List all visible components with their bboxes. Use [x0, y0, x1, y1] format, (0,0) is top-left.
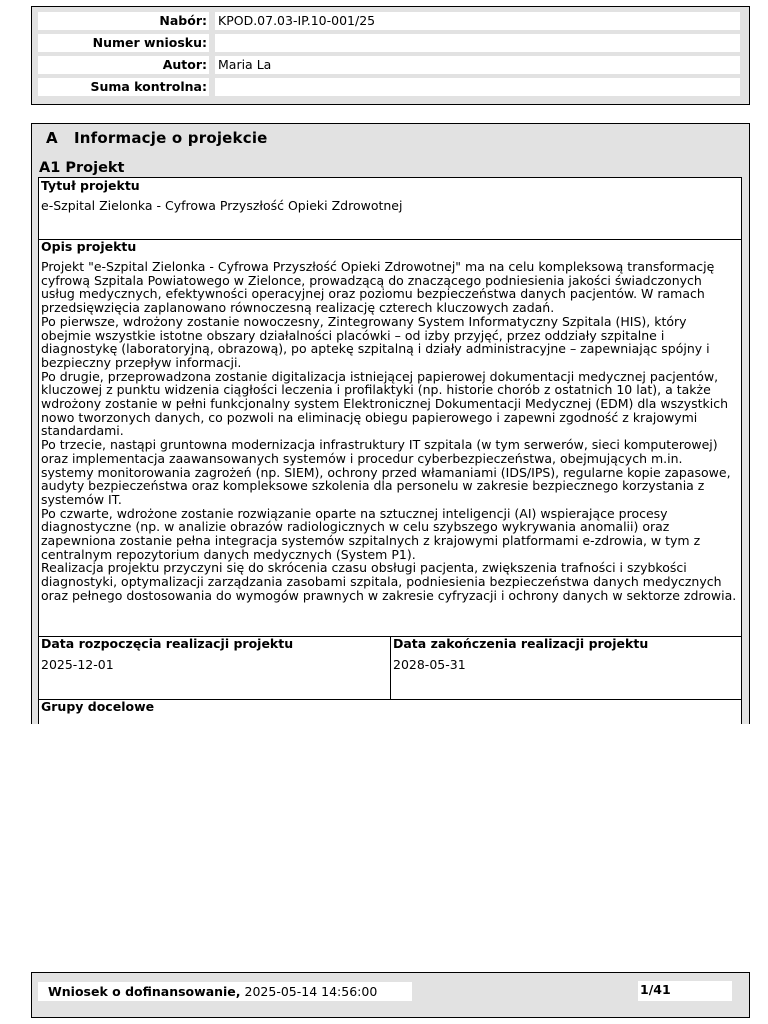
description-paragraph: Po drugie, przeprowadzona zostanie digitalizacja istniejącej papierowej dokumentacji medycznej pacjentów, kluczowej z punktu widzenia ciągłości leczenia i profilaktyki (np. historie chorób z ostatnich 10 lat), a także wdrożony zostanie w pełni funkcjonalny system Elektronicznej Dokumentacji Medycznej (EDM) dla wszystkich nowo tworzonych danych, co pozwoli na eliminację obiegu papierowego i zapewni zgodność z krajowymi standardami. [41, 368, 729, 439]
end-date-value: 2028-05-31 [393, 657, 466, 672]
meta-row-numer [32, 33, 749, 53]
meta-row-suma [32, 77, 749, 97]
start-date-field [38, 636, 391, 700]
description-paragraph: Projekt "e-Szpital Zielonka - Cyfrowa Przyszłość Opieki Zdrowotnej" ma na celu kompleksową transformację cyfrową Szpitala Powiatowego w Zielonce, prowadzącą do znaczącego podniesienia jakości świadczonych usług medycznych, efektywności operacyjnej oraz poziomu bezpieczeństwa danych pacjentów. W ramach przedsięwzięcia zaplanowano równoczesną realizację czterech kluczowych zadań. [41, 259, 715, 316]
project-description-label: Opis projektu [41, 239, 137, 254]
end-date-field [390, 636, 742, 700]
project-title-value: e-Szpital Zielonka - Cyfrowa Przyszłość Opieki Zdrowotnej [41, 198, 403, 213]
project-title-label: Tytuł projektu [41, 178, 140, 193]
footer-timestamp: 2025-05-14 14:56:00 [244, 984, 378, 999]
application-meta-box [31, 6, 750, 105]
page-footer [31, 972, 750, 1018]
end-date-label: Data zakończenia realizacji projektu [393, 636, 649, 651]
autor-label: Autor: [38, 56, 209, 74]
start-date-label: Data rozpoczęcia realizacji projektu [41, 636, 294, 651]
description-paragraph: Po trzecie, nastąpi gruntowna modernizacja infrastruktury IT szpitala (w tym serwerów, sieci komputerowej) oraz implementacja zaawansowanych systemów i procedur cyberbezpieczeństwa, obejmujących m.in. systemy monitorowania zagrożeń (np. SIEM), ochrony przed włamaniami (IDS/IPS), regularne kopie zapasowe, audyty bezpieczeństwa oraz kompleksowe szkolenia dla personelu w zakresie bezpiecznego korzystania z systemów IT. [41, 437, 731, 507]
numer-wniosku-label: Numer wniosku: [38, 34, 209, 52]
nabor-label: Nabór: [38, 12, 209, 30]
project-title-field [38, 177, 742, 240]
footer-document-label: Wniosek o dofinansowanie, [48, 984, 241, 999]
meta-row-nabor [32, 11, 749, 31]
page-number: 1/41 [638, 981, 732, 1001]
project-description-text [39, 260, 741, 603]
section-letter: A [46, 129, 58, 147]
section-a-project-info [31, 123, 750, 724]
description-paragraph: Po czwarte, wdrożone zostanie rozwiązanie oparte na sztucznej inteligencji (AI) wspierające procesy diagnostyczne (np. w analizie obrazów radiologicznych w celu szybszego wykrywania anomalii) oraz zapewniona zostanie pełna integracja systemów szpitalnych z krajowymi platformami e-zdrowia, w tym z centralnym repozytorium danych medycznych (System P1). [41, 505, 701, 562]
autor-value: Maria La [215, 56, 740, 74]
description-paragraph: Po pierwsze, wdrożony zostanie nowoczesny, Zintegrowany System Informatyczny Szpitala (HIS), który obejmie wszystkie istotne obszary działalności placówki – od izby przyjęć, przez oddziały szpitalne i diagnostykę (laboratoryjną, obrazową), po aptekę szpitalną i działy administracyjne – zapewniając spójny i bezpieczny przepływ informacji. [41, 313, 710, 370]
target-groups-label: Grupy docelowe [41, 699, 155, 714]
numer-wniosku-value [215, 34, 740, 52]
suma-kontrolna-value [215, 78, 740, 96]
subsection-title: A1 Projekt [39, 160, 125, 176]
meta-row-autor [32, 55, 749, 75]
project-description-field [38, 239, 742, 637]
nabor-value: KPOD.07.03-IP.10-001/25 [215, 12, 740, 30]
description-paragraph: Realizacja projektu przyczyni się do skrócenia czasu obsługi pacjenta, zwiększenia trafności i szybkości diagnostyki, optymalizacji zarządzania zasobami szpitala, podniesienia bezpieczeństwa danych medycznych oraz pełnego dostosowania do wymogów prawnych w zakresie cyfryzacji i ochrony danych w sektorze zdrowia. [41, 560, 737, 603]
footer-document-info [38, 982, 412, 1001]
section-title: Informacje o projekcie [74, 129, 268, 147]
suma-kontrolna-label: Suma kontrolna: [38, 78, 209, 96]
start-date-value: 2025-12-01 [41, 657, 114, 672]
section-heading [46, 129, 268, 147]
target-groups-field [38, 699, 742, 724]
